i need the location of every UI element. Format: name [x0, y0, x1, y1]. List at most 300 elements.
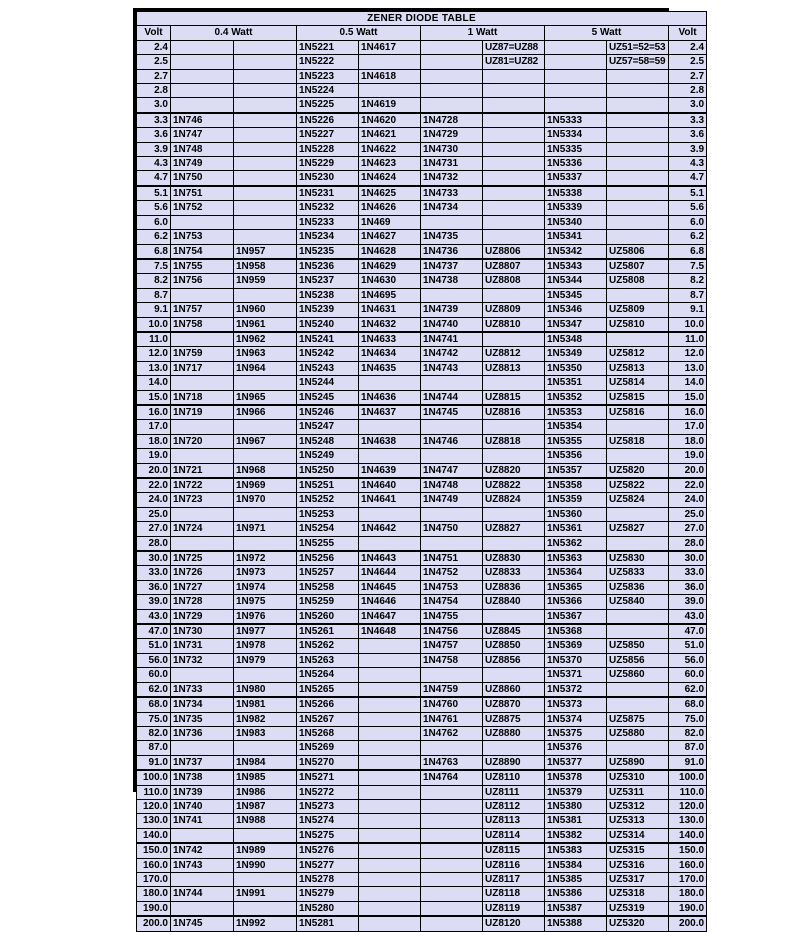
cell-volt-left: 51.0 — [137, 639, 171, 653]
cell-c4: 1N4629 — [359, 259, 421, 274]
cell-volt-right: 4.7 — [669, 171, 707, 186]
cell-c7: 1N5385 — [545, 872, 607, 886]
table-row — [137, 595, 707, 609]
cell-c5 — [421, 69, 483, 83]
cell-volt-left: 110.0 — [137, 785, 171, 799]
cell-c7: 1N5352 — [545, 390, 607, 405]
cell-volt-right: 3.6 — [669, 128, 707, 142]
cell-volt-right: 12.0 — [669, 347, 707, 361]
cell-c8 — [607, 113, 669, 128]
cell-c7: 1N5386 — [545, 887, 607, 901]
cell-c6: UZ8119 — [483, 901, 545, 916]
cell-c6: UZ8824 — [483, 493, 545, 507]
cell-c8: UZ5850 — [607, 639, 669, 653]
table-row — [137, 434, 707, 448]
cell-c6 — [483, 69, 545, 83]
cell-c7: 1N5371 — [545, 668, 607, 682]
cell-c7: 1N5358 — [545, 478, 607, 493]
cell-c7: 1N5355 — [545, 434, 607, 448]
cell-c6 — [483, 98, 545, 113]
cell-volt-right: 8.7 — [669, 288, 707, 302]
cell-c7: 1N5344 — [545, 274, 607, 288]
cell-c2 — [234, 668, 297, 682]
cell-c2 — [234, 376, 297, 390]
table-row — [137, 69, 707, 83]
cell-c2 — [234, 113, 297, 128]
cell-c5: 1N4737 — [421, 259, 483, 274]
cell-c6: UZ8880 — [483, 726, 545, 740]
cell-c6: UZ8856 — [483, 653, 545, 667]
cell-volt-right: 7.5 — [669, 259, 707, 274]
cell-c8: UZ5815 — [607, 390, 669, 405]
cell-c8 — [607, 69, 669, 83]
cell-c6 — [483, 507, 545, 521]
cell-c8: UZ5315 — [607, 843, 669, 858]
cell-c6: UZ8815 — [483, 390, 545, 405]
cell-c6: UZ8110 — [483, 770, 545, 785]
cell-c4 — [359, 828, 421, 843]
cell-c4: 1N4621 — [359, 128, 421, 142]
table-row — [137, 390, 707, 405]
cell-c2 — [234, 201, 297, 215]
cell-c4 — [359, 887, 421, 901]
table-row — [137, 186, 707, 201]
cell-c1 — [171, 84, 234, 98]
cell-c8: UZ5822 — [607, 478, 669, 493]
table-row — [137, 215, 707, 229]
cell-volt-left: 6.2 — [137, 230, 171, 244]
table-row — [137, 157, 707, 171]
cell-c6 — [483, 157, 545, 171]
cell-c8: UZ5310 — [607, 770, 669, 785]
cell-c2: 1N991 — [234, 887, 297, 901]
cell-c6: UZ8820 — [483, 463, 545, 478]
cell-c5: 1N4735 — [421, 230, 483, 244]
cell-c6: UZ8890 — [483, 755, 545, 770]
cell-c4 — [359, 755, 421, 770]
cell-volt-right: 27.0 — [669, 522, 707, 536]
cell-c7: 1N5335 — [545, 142, 607, 156]
cell-c6: UZ8812 — [483, 347, 545, 361]
cell-c4: 1N4636 — [359, 390, 421, 405]
cell-c7: 1N5337 — [545, 171, 607, 186]
cell-volt-left: 2.8 — [137, 84, 171, 98]
cell-c2 — [234, 536, 297, 551]
cell-c5: 1N4762 — [421, 726, 483, 740]
cell-volt-right: 130.0 — [669, 814, 707, 828]
cell-c2: 1N990 — [234, 858, 297, 872]
cell-c8: UZ5320 — [607, 916, 669, 931]
cell-c3: 1N5260 — [297, 609, 359, 624]
cell-volt-left: 16.0 — [137, 405, 171, 420]
cell-c8 — [607, 536, 669, 551]
cell-volt-left: 25.0 — [137, 507, 171, 521]
cell-volt-right: 56.0 — [669, 653, 707, 667]
cell-volt-left: 75.0 — [137, 712, 171, 726]
cell-c8: UZ5319 — [607, 901, 669, 916]
cell-c5 — [421, 916, 483, 931]
cell-c1: 1N738 — [171, 770, 234, 785]
cell-c3: 1N5280 — [297, 901, 359, 916]
cell-c2: 1N978 — [234, 639, 297, 653]
cell-c2: 1N957 — [234, 244, 297, 259]
cell-c5 — [421, 98, 483, 113]
cell-c8 — [607, 186, 669, 201]
cell-c7: 1N5376 — [545, 741, 607, 755]
cell-c5: 1N4729 — [421, 128, 483, 142]
cell-c7 — [545, 40, 607, 54]
cell-c4 — [359, 84, 421, 98]
cell-c7: 1N5334 — [545, 128, 607, 142]
table-row — [137, 84, 707, 98]
table-row — [137, 478, 707, 493]
cell-c1: 1N759 — [171, 347, 234, 361]
cell-c6 — [483, 113, 545, 128]
cell-c2 — [234, 98, 297, 113]
cell-volt-left: 4.7 — [137, 171, 171, 186]
cell-volt-right: 30.0 — [669, 551, 707, 566]
cell-c1: 1N730 — [171, 624, 234, 639]
cell-c7: 1N5370 — [545, 653, 607, 667]
cell-c6: UZ8809 — [483, 303, 545, 317]
cell-c1: 1N734 — [171, 697, 234, 712]
cell-c7: 1N5368 — [545, 624, 607, 639]
cell-c3: 1N5270 — [297, 755, 359, 770]
cell-c2: 1N988 — [234, 814, 297, 828]
cell-c8: UZ5875 — [607, 712, 669, 726]
cell-c1 — [171, 98, 234, 113]
cell-c7: 1N5372 — [545, 682, 607, 697]
cell-c5: 1N4739 — [421, 303, 483, 317]
table-header-row — [137, 26, 707, 40]
cell-c4 — [359, 872, 421, 886]
cell-volt-left: 56.0 — [137, 653, 171, 667]
cell-c6: UZ8833 — [483, 566, 545, 580]
cell-c8 — [607, 332, 669, 347]
cell-c5: 1N4728 — [421, 113, 483, 128]
cell-c7: 1N5360 — [545, 507, 607, 521]
cell-c6 — [483, 186, 545, 201]
cell-volt-left: 150.0 — [137, 843, 171, 858]
cell-c1: 1N741 — [171, 814, 234, 828]
cell-c8 — [607, 741, 669, 755]
table-row — [137, 551, 707, 566]
cell-c2: 1N962 — [234, 332, 297, 347]
cell-c8 — [607, 449, 669, 463]
cell-c5: 1N4758 — [421, 653, 483, 667]
cell-c1: 1N743 — [171, 858, 234, 872]
cell-volt-right: 2.5 — [669, 55, 707, 69]
cell-c6 — [483, 332, 545, 347]
cell-c6: UZ8845 — [483, 624, 545, 639]
cell-c7: 1N5348 — [545, 332, 607, 347]
cell-c3: 1N5247 — [297, 420, 359, 434]
cell-c7: 1N5362 — [545, 536, 607, 551]
cell-c3: 1N5268 — [297, 726, 359, 740]
cell-c4: 1N4627 — [359, 230, 421, 244]
cell-c8: UZ5816 — [607, 405, 669, 420]
table-row — [137, 405, 707, 420]
cell-volt-left: 12.0 — [137, 347, 171, 361]
cell-c2: 1N989 — [234, 843, 297, 858]
cell-c2 — [234, 215, 297, 229]
cell-c3: 1N5262 — [297, 639, 359, 653]
cell-volt-right: 190.0 — [669, 901, 707, 916]
cell-c7: 1N5387 — [545, 901, 607, 916]
cell-c6: UZ8860 — [483, 682, 545, 697]
cell-c1: 1N742 — [171, 843, 234, 858]
cell-c7: 1N5373 — [545, 697, 607, 712]
cell-c3: 1N5236 — [297, 259, 359, 274]
cell-c5 — [421, 901, 483, 916]
cell-c7: 1N5364 — [545, 566, 607, 580]
table-row — [137, 609, 707, 624]
cell-c1: 1N728 — [171, 595, 234, 609]
cell-c8 — [607, 84, 669, 98]
cell-volt-right: 11.0 — [669, 332, 707, 347]
cell-c3: 1N5228 — [297, 142, 359, 156]
table-body — [137, 40, 707, 931]
cell-c5 — [421, 828, 483, 843]
cell-c4 — [359, 682, 421, 697]
cell-c8 — [607, 420, 669, 434]
cell-c3: 1N5267 — [297, 712, 359, 726]
table-row — [137, 580, 707, 594]
cell-c2 — [234, 872, 297, 886]
cell-c5: 1N4736 — [421, 244, 483, 259]
cell-c6 — [483, 449, 545, 463]
table-row — [137, 142, 707, 156]
cell-c4 — [359, 712, 421, 726]
cell-volt-right: 180.0 — [669, 887, 707, 901]
cell-volt-right: 43.0 — [669, 609, 707, 624]
cell-c1 — [171, 741, 234, 755]
cell-c6 — [483, 84, 545, 98]
cell-c1 — [171, 288, 234, 302]
cell-c1 — [171, 536, 234, 551]
cell-c2 — [234, 69, 297, 83]
cell-c6: UZ8806 — [483, 244, 545, 259]
cell-c3: 1N5248 — [297, 434, 359, 448]
cell-c8: UZ5836 — [607, 580, 669, 594]
cell-c4 — [359, 901, 421, 916]
column-header-0.5-watt: 0.5 Watt — [297, 26, 421, 40]
cell-c4: 1N4646 — [359, 595, 421, 609]
cell-c5 — [421, 814, 483, 828]
cell-c7: 1N5357 — [545, 463, 607, 478]
cell-c1: 1N737 — [171, 755, 234, 770]
cell-c6: UZ8116 — [483, 858, 545, 872]
cell-volt-right: 20.0 — [669, 463, 707, 478]
table-row — [137, 653, 707, 667]
cell-c8: UZ5830 — [607, 551, 669, 566]
cell-c5: 1N4747 — [421, 463, 483, 478]
cell-c1 — [171, 376, 234, 390]
cell-c4 — [359, 741, 421, 755]
cell-c7: 1N5369 — [545, 639, 607, 653]
cell-c2 — [234, 741, 297, 755]
cell-c1: 1N750 — [171, 171, 234, 186]
cell-c8: UZ5814 — [607, 376, 669, 390]
cell-c8 — [607, 230, 669, 244]
cell-volt-right: 68.0 — [669, 697, 707, 712]
cell-c5 — [421, 376, 483, 390]
cell-c2: 1N967 — [234, 434, 297, 448]
cell-c8-note: UZ51=52=53 — [607, 40, 669, 54]
cell-c5: 1N4759 — [421, 682, 483, 697]
cell-c7: 1N5345 — [545, 288, 607, 302]
cell-c6: UZ8840 — [483, 595, 545, 609]
cell-volt-left: 3.3 — [137, 113, 171, 128]
cell-c7 — [545, 98, 607, 113]
cell-c8: UZ5317 — [607, 872, 669, 886]
cell-c4 — [359, 770, 421, 785]
cell-c2 — [234, 157, 297, 171]
cell-volt-left: 2.7 — [137, 69, 171, 83]
cell-volt-right: 47.0 — [669, 624, 707, 639]
cell-volt-right: 6.0 — [669, 215, 707, 229]
cell-c5 — [421, 40, 483, 54]
cell-c7 — [545, 55, 607, 69]
cell-c1 — [171, 215, 234, 229]
cell-c4: 1N4618 — [359, 69, 421, 83]
column-header-volt-left: Volt — [137, 26, 171, 40]
cell-c7: 1N5377 — [545, 755, 607, 770]
table-row — [137, 55, 707, 69]
cell-volt-right: 10.0 — [669, 317, 707, 332]
cell-c1: 1N727 — [171, 580, 234, 594]
cell-volt-left: 19.0 — [137, 449, 171, 463]
column-header-volt-right: Volt — [669, 26, 707, 40]
table-row — [137, 872, 707, 886]
cell-volt-right: 14.0 — [669, 376, 707, 390]
cell-c3: 1N5259 — [297, 595, 359, 609]
cell-volt-right: 2.4 — [669, 40, 707, 54]
cell-c8 — [607, 215, 669, 229]
cell-c8 — [607, 507, 669, 521]
cell-c1: 1N736 — [171, 726, 234, 740]
cell-c8: UZ5860 — [607, 668, 669, 682]
cell-c5: 1N4732 — [421, 171, 483, 186]
cell-c2 — [234, 507, 297, 521]
cell-c8: UZ5808 — [607, 274, 669, 288]
cell-c5 — [421, 785, 483, 799]
cell-volt-right: 16.0 — [669, 405, 707, 420]
cell-volt-right: 28.0 — [669, 536, 707, 551]
cell-c4 — [359, 639, 421, 653]
table-row — [137, 916, 707, 931]
cell-c6 — [483, 215, 545, 229]
cell-c8 — [607, 98, 669, 113]
cell-c4: 1N4645 — [359, 580, 421, 594]
column-header-5-watt: 5 Watt — [545, 26, 669, 40]
cell-c3: 1N5271 — [297, 770, 359, 785]
cell-c2 — [234, 186, 297, 201]
table-row — [137, 40, 707, 54]
table-row — [137, 843, 707, 858]
table-row — [137, 799, 707, 813]
cell-c1: 1N726 — [171, 566, 234, 580]
cell-c2 — [234, 171, 297, 186]
cell-c7: 1N5342 — [545, 244, 607, 259]
table-row — [137, 522, 707, 536]
cell-volt-right: 82.0 — [669, 726, 707, 740]
cell-volt-right: 110.0 — [669, 785, 707, 799]
cell-c5 — [421, 887, 483, 901]
cell-volt-left: 27.0 — [137, 522, 171, 536]
cell-volt-right: 3.0 — [669, 98, 707, 113]
table-row — [137, 887, 707, 901]
table-row — [137, 770, 707, 785]
cell-c4 — [359, 507, 421, 521]
cell-c1: 1N755 — [171, 259, 234, 274]
cell-volt-right: 9.1 — [669, 303, 707, 317]
cell-c8: UZ5809 — [607, 303, 669, 317]
cell-c1: 1N746 — [171, 113, 234, 128]
cell-volt-left: 9.1 — [137, 303, 171, 317]
cell-c6: UZ8118 — [483, 887, 545, 901]
cell-c8: UZ5311 — [607, 785, 669, 799]
cell-c5: 1N4742 — [421, 347, 483, 361]
cell-c3: 1N5253 — [297, 507, 359, 521]
cell-volt-right: 22.0 — [669, 478, 707, 493]
cell-c8: UZ5833 — [607, 566, 669, 580]
cell-c1 — [171, 507, 234, 521]
cell-volt-left: 6.0 — [137, 215, 171, 229]
cell-c3: 1N5246 — [297, 405, 359, 420]
cell-c8: UZ5827 — [607, 522, 669, 536]
table-row — [137, 828, 707, 843]
cell-c7: 1N5343 — [545, 259, 607, 274]
cell-c5 — [421, 55, 483, 69]
cell-c3: 1N5274 — [297, 814, 359, 828]
cell-c6: UZ8117 — [483, 872, 545, 886]
cell-volt-left: 170.0 — [137, 872, 171, 886]
cell-c2 — [234, 128, 297, 142]
cell-c4: 1N4639 — [359, 463, 421, 478]
cell-c6 — [483, 230, 545, 244]
cell-c8: UZ5820 — [607, 463, 669, 478]
table-row — [137, 230, 707, 244]
cell-c3: 1N5232 — [297, 201, 359, 215]
table-row — [137, 113, 707, 128]
cell-c4 — [359, 420, 421, 434]
cell-c5: 1N4749 — [421, 493, 483, 507]
cell-volt-left: 6.8 — [137, 244, 171, 259]
cell-volt-left: 3.9 — [137, 142, 171, 156]
cell-c8: UZ5313 — [607, 814, 669, 828]
cell-c4 — [359, 799, 421, 813]
cell-c5 — [421, 288, 483, 302]
cell-c5 — [421, 668, 483, 682]
cell-volt-left: 47.0 — [137, 624, 171, 639]
cell-c5: 1N4740 — [421, 317, 483, 332]
cell-c4: 1N4642 — [359, 522, 421, 536]
cell-c5: 1N4733 — [421, 186, 483, 201]
cell-c8: UZ5806 — [607, 244, 669, 259]
cell-c2 — [234, 828, 297, 843]
cell-c5: 1N4746 — [421, 434, 483, 448]
cell-c7: 1N5333 — [545, 113, 607, 128]
cell-c1 — [171, 420, 234, 434]
cell-c1: 1N723 — [171, 493, 234, 507]
table-row — [137, 493, 707, 507]
table-row — [137, 347, 707, 361]
cell-c1: 1N754 — [171, 244, 234, 259]
cell-c4 — [359, 785, 421, 799]
cell-c6 — [483, 142, 545, 156]
cell-c3: 1N5242 — [297, 347, 359, 361]
